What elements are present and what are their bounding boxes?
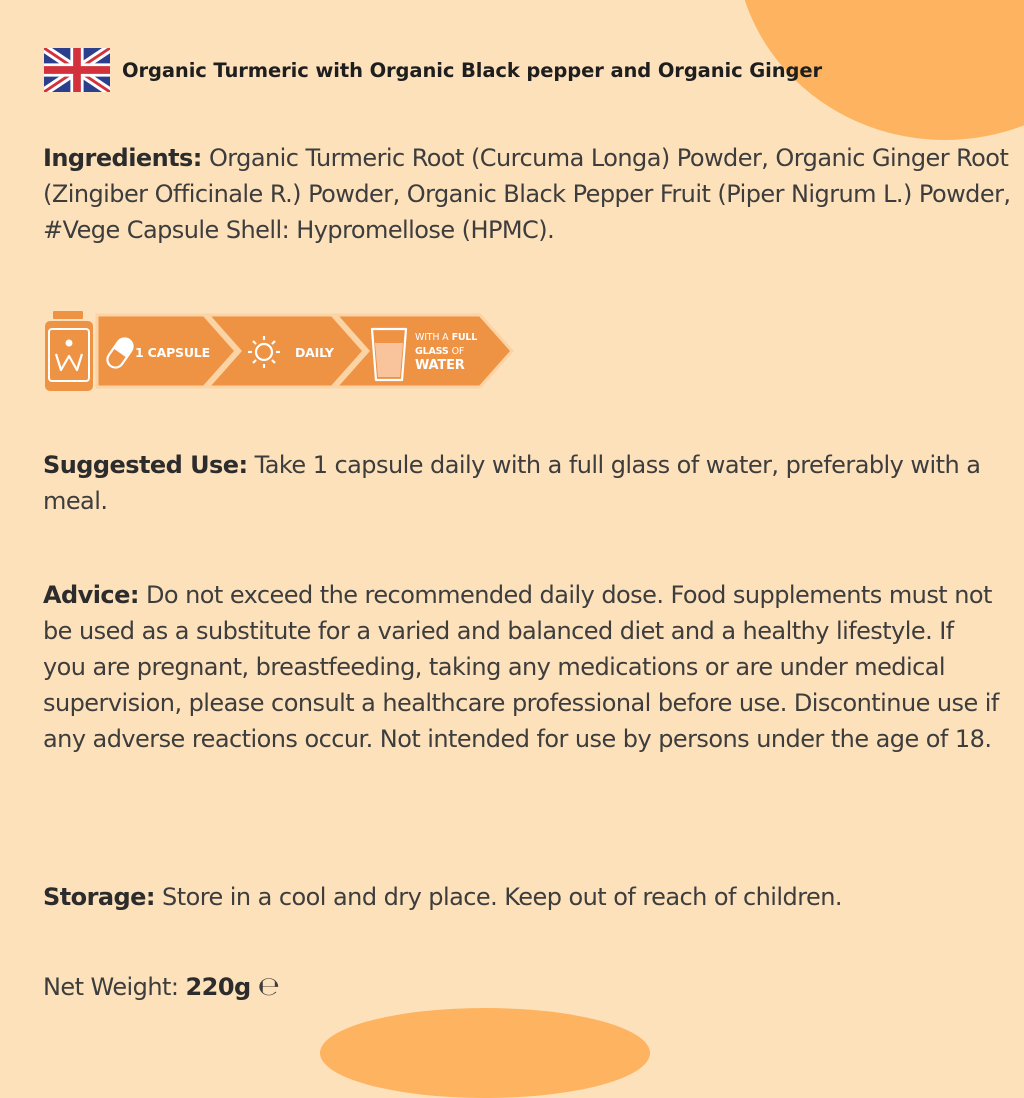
suggested-use-label: Suggested Use: bbox=[43, 451, 248, 479]
decorative-circle-bottom bbox=[320, 1008, 650, 1098]
ingredients-section bbox=[43, 140, 1018, 248]
dosage-banner bbox=[42, 310, 517, 392]
ingredients-text: Organic Turmeric Root (Curcuma Longa) Powder, Organic Ginger Root (Zingiber Officinale R.) Powder, Organic Black Pepper Fruit (Piper Nigrum L.) Powder, #Vege Capsule Shell: Hypromellose (HPMC). bbox=[43, 144, 1011, 244]
advice-text: Do not exceed the recommended daily dose. Food supplements must not be used as a substitute for a varied and balanced diet and a healthy lifestyle. If you are pregnant, breastfeeding, taking any medications or are under medical supervision, please consult a healthcare professional before use. Discontinue use if any adverse reactions occur. Not intended for use by persons under the age of 18. bbox=[43, 581, 999, 753]
product-title-row bbox=[44, 48, 822, 92]
storage-text: Store in a cool and dry place. Keep out of reach of children. bbox=[162, 883, 842, 911]
dosage-capsule-label: 1 CAPSULE bbox=[135, 345, 210, 360]
advice-section bbox=[43, 577, 1003, 757]
suggested-use-section bbox=[43, 447, 1003, 519]
ingredients-label: Ingredients: bbox=[43, 144, 202, 172]
uk-flag-icon bbox=[44, 48, 110, 92]
estimated-sign-icon: ℮ bbox=[257, 972, 280, 1002]
storage-section bbox=[43, 879, 1018, 915]
supplement-jar-icon bbox=[44, 310, 94, 392]
advice-label: Advice: bbox=[43, 581, 139, 609]
dosage-water-line-1: WITH A FULL bbox=[415, 332, 478, 343]
net-weight-section bbox=[43, 969, 543, 1005]
net-weight-value: 220g bbox=[185, 973, 251, 1001]
dosage-water-line-3: WATER bbox=[415, 358, 465, 373]
suggested-use-text: Take 1 capsule daily with a full glass of water, preferably with a meal. bbox=[43, 451, 981, 515]
dosage-daily-label: DAILY bbox=[295, 345, 334, 360]
product-title: Organic Turmeric with Organic Black pepper and Organic Ginger bbox=[122, 58, 823, 82]
storage-label: Storage: bbox=[43, 883, 155, 911]
net-weight-label: Net Weight: bbox=[43, 973, 179, 1001]
dosage-water-line-2: GLASS OF bbox=[415, 346, 465, 357]
